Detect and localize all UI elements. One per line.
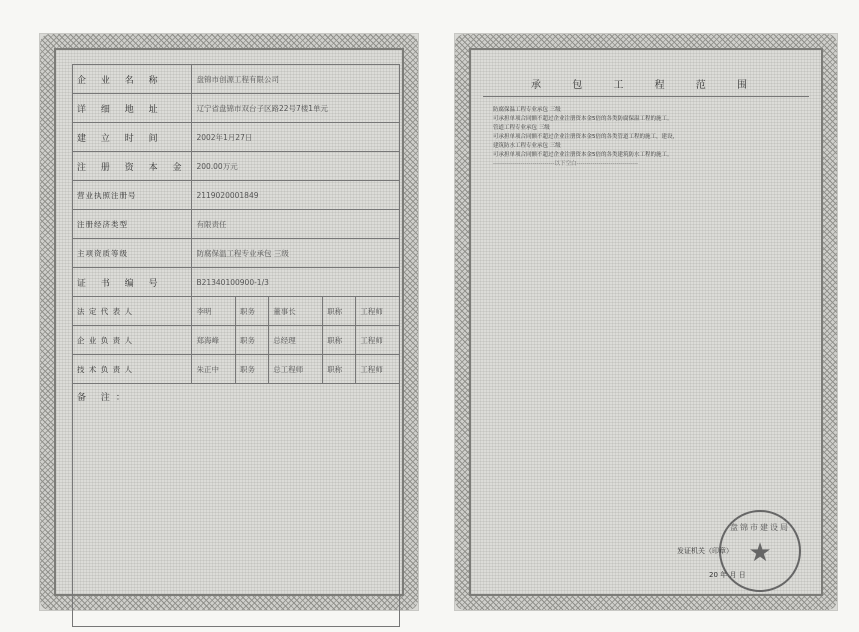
table-row <box>73 123 400 152</box>
title-value: 工程师 <box>356 297 400 326</box>
table-row <box>73 297 400 326</box>
person-role-label: 法 定 代 表 人 <box>73 297 192 326</box>
title-label: 职称 <box>323 326 356 355</box>
title-label: 职称 <box>323 355 356 384</box>
scope-line: 建筑防水工程专业承包 三级 <box>493 143 561 149</box>
scope-line: 可承担单项合同额不超过企业注册资本金5倍的各类防腐保温工程的施工。 <box>493 116 673 122</box>
field-label: 详 细 地 址 <box>73 94 192 123</box>
position-value: 总工程师 <box>269 355 323 384</box>
person-name: 郑海峰 <box>192 326 236 355</box>
scope-panel <box>469 48 823 596</box>
scope-line: 管道工程专业承包 三级 <box>493 125 550 131</box>
position-label: 职务 <box>236 355 269 384</box>
field-value: 辽宁省盘锦市双台子区路22号7楼1单元 <box>192 94 400 123</box>
field-label: 营业执照注册号 <box>73 181 192 210</box>
field-value: 有限责任 <box>192 210 400 239</box>
person-role-label: 企 业 负 责 人 <box>73 326 192 355</box>
title-divider <box>483 96 809 97</box>
person-name: 李明 <box>192 297 236 326</box>
field-label: 企 业 名 称 <box>73 65 192 94</box>
position-label: 职务 <box>236 326 269 355</box>
scope-title: 承 包 工 程 范 围 <box>531 80 761 91</box>
star-icon: ★ <box>748 538 772 568</box>
remark-label: 备 注： <box>73 384 400 627</box>
field-label: 建 立 时 间 <box>73 123 192 152</box>
remark-row <box>73 384 400 627</box>
field-value: B21340100900-1/3 <box>192 268 400 297</box>
position-value: 董事长 <box>269 297 323 326</box>
certificate-left-page <box>40 34 418 610</box>
title-value: 工程师 <box>356 326 400 355</box>
person-role-label: 技 术 负 责 人 <box>73 355 192 384</box>
table-row <box>73 210 400 239</box>
title-value: 工程师 <box>356 355 400 384</box>
issue-date: 20 年 月 日 <box>709 571 746 579</box>
field-label: 注 册 资 本 金 <box>73 152 192 181</box>
scope-line: 可承担单项合同额不超过企业注册资本金5倍的各类建筑防水工程的施工。 <box>493 152 673 158</box>
table-row <box>73 326 400 355</box>
company-info-table <box>72 64 400 627</box>
scope-line: 防腐保温工程专业承包 三级 <box>493 107 561 113</box>
table-row <box>73 94 400 123</box>
person-name: 朱正中 <box>192 355 236 384</box>
seal-text: 盘锦市建设局 <box>730 523 790 532</box>
table-row <box>73 239 400 268</box>
issuing-authority: 发证机关（印章） <box>677 547 733 555</box>
position-value: 总经理 <box>269 326 323 355</box>
field-value: 防腐保温工程专业承包 三级 <box>192 239 400 268</box>
field-label: 注册经济类型 <box>73 210 192 239</box>
field-label: 主项资质等级 <box>73 239 192 268</box>
title-label: 职称 <box>323 297 356 326</box>
field-value: 2002年1月27日 <box>192 123 400 152</box>
table-row <box>73 152 400 181</box>
table-row <box>73 355 400 384</box>
field-value: 盘锦市创源工程有限公司 <box>192 65 400 94</box>
certificate-info-panel <box>54 48 404 596</box>
scope-line: 可承担单项合同额不超过企业注册资本金5倍的各类管道工程的施工，建设， <box>493 134 679 140</box>
field-value: 200.00万元 <box>192 152 400 181</box>
table-row <box>73 65 400 94</box>
table-row <box>73 181 400 210</box>
position-label: 职务 <box>236 297 269 326</box>
field-label: 证 书 编 号 <box>73 268 192 297</box>
blank-below-divider: -------------------------------以下空白------------------------------- <box>493 161 639 167</box>
certificate-right-page <box>455 34 837 610</box>
scope-text <box>493 106 823 169</box>
table-row <box>73 268 400 297</box>
field-value: 2119020001849 <box>192 181 400 210</box>
